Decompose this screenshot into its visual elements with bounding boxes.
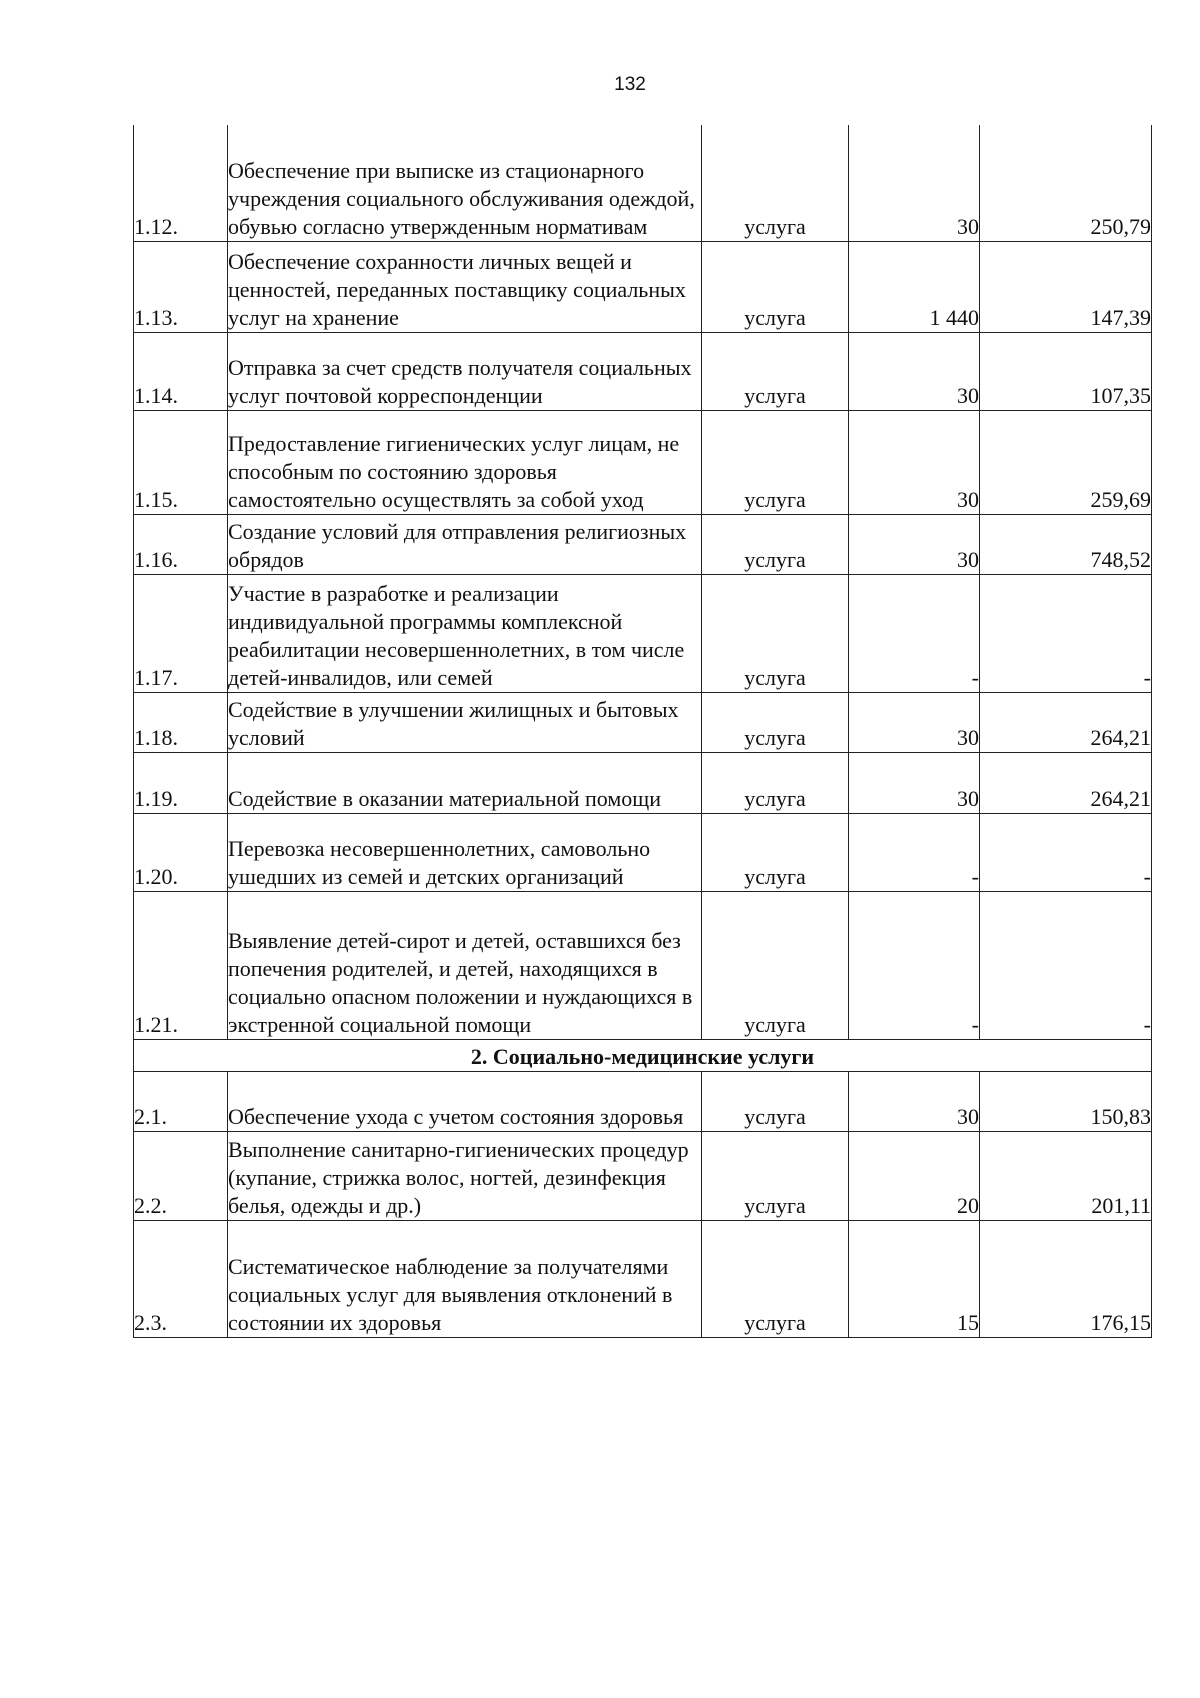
table-row [134,125,1152,241]
service-quantity: - [849,574,980,692]
service-name-cell [228,241,702,332]
service-unit: услуга [702,752,849,813]
service-unit: услуга [702,410,849,514]
service-quantity: 30 [849,410,980,514]
table-row [134,752,1152,813]
service-price: 250,79 [980,125,1152,241]
service-quantity: - [849,813,980,891]
service-name: Выявление детей-сирот и детей, оставшихся без попечения родителей, и детей, находящихся в социально опасном положении и нуждающихся в экстренной социальной помощи [228,927,693,1037]
service-price: - [980,813,1152,891]
service-name-cell [228,891,702,1039]
service-number: 1.14. [134,332,228,410]
table-row [134,1131,1152,1220]
service-unit: услуга [702,891,849,1039]
table-row [134,332,1152,410]
service-name-cell [228,574,702,692]
service-unit: услуга [702,1131,849,1220]
service-name: Содействие в оказании материальной помощи [228,785,661,811]
service-name-cell [228,514,702,574]
service-number: 1.16. [134,514,228,574]
service-quantity: 30 [849,125,980,241]
service-unit: услуга [702,813,849,891]
service-name-cell [228,332,702,410]
section-title: 2. Социально-медицинские услуги [134,1039,1152,1071]
service-number: 1.21. [134,891,228,1039]
service-name: Выполнение санитарно-гигиенических процедур (купание, стрижка волос, ногтей, дезинфекция белья, одежды и др.) [228,1136,689,1218]
service-name: Перевозка несовершеннолетних, самовольно ушедших из семей и детских организаций [228,835,651,889]
service-name: Отправка за счет средств получателя социальных услуг почтовой корреспонденции [228,354,692,408]
tariff-table [133,125,1152,1338]
service-price: 147,39 [980,241,1152,332]
service-name-cell [228,125,702,241]
section-header-row [134,1039,1152,1071]
service-name-cell [228,813,702,891]
service-price: 748,52 [980,514,1152,574]
service-price: 259,69 [980,410,1152,514]
service-unit: услуга [702,1220,849,1337]
table-row [134,574,1152,692]
service-quantity: 30 [849,332,980,410]
table-row [134,891,1152,1039]
service-unit: услуга [702,332,849,410]
service-quantity: 30 [849,514,980,574]
service-number: 2.3. [134,1220,228,1337]
service-name: Обеспечение ухода с учетом состояния здоровья [228,1103,684,1129]
service-unit: услуга [702,241,849,332]
service-price: - [980,574,1152,692]
service-price: 107,35 [980,332,1152,410]
service-quantity: 15 [849,1220,980,1337]
service-unit: услуга [702,574,849,692]
service-name-cell [228,1131,702,1220]
service-quantity: - [849,891,980,1039]
service-quantity: 20 [849,1131,980,1220]
service-quantity: 30 [849,1071,980,1131]
service-number: 2.1. [134,1071,228,1131]
service-name: Систематическое наблюдение за получателями социальных услуг для выявления отклонений в состоянии их здоровья [228,1253,673,1335]
service-name-cell [228,1071,702,1131]
tariff-table-body [134,125,1152,1337]
page-number: 132 [614,74,646,95]
table-row [134,1071,1152,1131]
table-row [134,514,1152,574]
service-number: 1.20. [134,813,228,891]
table-row [134,813,1152,891]
service-unit: услуга [702,514,849,574]
service-unit: услуга [702,692,849,752]
service-number: 1.12. [134,125,228,241]
service-name-cell [228,752,702,813]
service-price: 150,83 [980,1071,1152,1131]
service-price: 176,15 [980,1220,1152,1337]
service-name: Участие в разработке и реализации индивидуальной программы комплексной реабилитации несовершеннолетних, в том числе детей-инвалидов, или семей [228,580,685,690]
service-name: Предоставление гигиенических услуг лицам, не способным по состоянию здоровья самостоятельно осуществлять за собой уход [228,430,680,512]
service-number: 1.17. [134,574,228,692]
service-number: 2.2. [134,1131,228,1220]
service-price: 264,21 [980,692,1152,752]
service-number: 1.18. [134,692,228,752]
service-number: 1.15. [134,410,228,514]
service-name: Создание условий для отправления религиозных обрядов [228,518,687,572]
service-name-cell [228,1220,702,1337]
table-row [134,410,1152,514]
service-name-cell [228,410,702,514]
service-name: Содействие в улучшении жилищных и бытовых условий [228,696,679,750]
service-name: Обеспечение сохранности личных вещей и ценностей, переданных поставщику социальных услуг на хранение [228,248,686,330]
service-number: 1.19. [134,752,228,813]
service-name: Обеспечение при выписке из стационарного учреждения социального обслуживания одеждой, обувью согласно утвержденным нормативам [228,157,695,239]
service-price: 264,21 [980,752,1152,813]
service-name-cell [228,692,702,752]
service-unit: услуга [702,125,849,241]
table-row [134,241,1152,332]
service-price: - [980,891,1152,1039]
service-number: 1.13. [134,241,228,332]
table-row [134,1220,1152,1337]
service-quantity: 30 [849,692,980,752]
service-price: 201,11 [980,1131,1152,1220]
table-row [134,692,1152,752]
service-unit: услуга [702,1071,849,1131]
service-quantity: 30 [849,752,980,813]
service-quantity: 1 440 [849,241,980,332]
